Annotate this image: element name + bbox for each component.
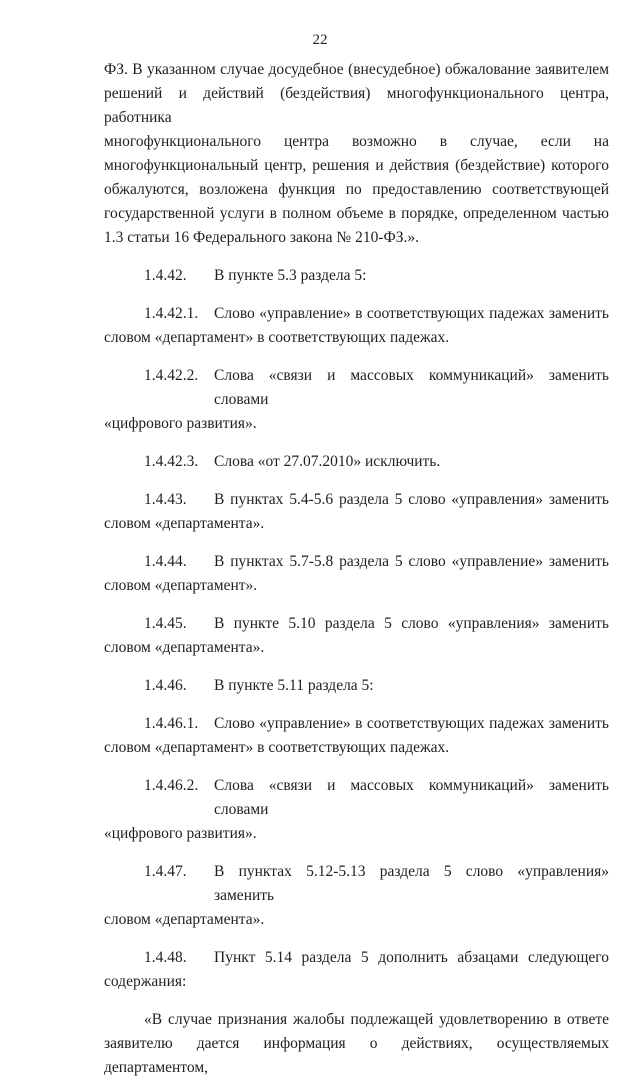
list-item — [104, 550, 609, 598]
list-item — [104, 302, 609, 350]
item-number: 1.4.47. — [144, 863, 187, 880]
item-number: 1.4.43. — [144, 491, 187, 508]
quoted-paragraph — [104, 1008, 609, 1080]
item-number: 1.4.42.3. — [144, 453, 199, 470]
item-continuation: словом «департамент». — [104, 577, 258, 594]
item-continuation: словом «департамент» в соответствующих падежах. — [104, 739, 450, 756]
item-number: 1.4.42.1. — [144, 305, 199, 322]
text-line: 1.3 статьи 16 Федерального закона № 210-ФЗ.». — [104, 229, 419, 246]
item-number: 1.4.44. — [144, 553, 187, 570]
item-text: Слово «управление» в соответствующих падежах заменить — [214, 305, 609, 322]
list-item — [104, 264, 609, 288]
list-item — [104, 364, 609, 436]
item-text: В пункте 5.10 раздела 5 слово «управления» заменить — [214, 615, 609, 632]
item-number: 1.4.42. — [144, 267, 187, 284]
text-line: заявителю дается информация о действиях, осуществляемых департаментом, — [104, 1035, 609, 1076]
item-text: Слова «связи и массовых коммуникаций» заменить словами — [214, 367, 609, 408]
list-item — [104, 712, 609, 760]
list-item — [104, 946, 609, 994]
item-continuation: словом «департамент» в соответствующих падежах. — [104, 329, 450, 346]
page-number: 22 — [312, 32, 328, 48]
item-number: 1.4.46.2. — [144, 777, 199, 794]
text-line: многофункционального центра возможно в случае, если на — [104, 133, 609, 150]
item-continuation: словом «департамента». — [104, 639, 265, 656]
item-number: 1.4.42.2. — [144, 367, 199, 384]
item-number: 1.4.46. — [144, 677, 187, 694]
text-line: решений и действий (бездействия) многофункционального центра, работника — [104, 85, 609, 126]
text-line: обжалуются, возложена функция по предоставлению соответствующей — [104, 181, 609, 198]
text-line: государственной услуги в полном объеме в порядке, определенном частью — [104, 205, 609, 222]
list-item — [104, 488, 609, 536]
intro-paragraph — [104, 58, 609, 250]
item-text: В пункте 5.3 раздела 5: — [214, 267, 367, 284]
text-line: многофункциональный центр, решения и действия (бездействие) которого — [104, 157, 609, 174]
item-text: В пункте 5.11 раздела 5: — [214, 677, 374, 694]
item-number: 1.4.46.1. — [144, 715, 199, 732]
item-text: Слово «управление» в соответствующих падежах заменить — [214, 715, 609, 732]
list-item — [104, 450, 609, 474]
item-continuation: «цифрового развития». — [104, 825, 257, 842]
list-item — [104, 774, 609, 846]
item-continuation: «цифрового развития». — [104, 415, 257, 432]
list-item — [104, 860, 609, 932]
text-line: ФЗ. В указанном случае досудебное (внесудебное) обжалование заявителем — [104, 61, 609, 78]
item-text: В пунктах 5.4-5.6 раздела 5 слово «управления» заменить — [214, 491, 609, 508]
item-text: Слова «от 27.07.2010» исключить. — [214, 453, 441, 470]
text-line: «В случае признания жалобы подлежащей удовлетворению в ответе — [144, 1011, 609, 1028]
item-text: В пунктах 5.7-5.8 раздела 5 слово «управление» заменить — [214, 553, 609, 570]
page-content — [104, 58, 609, 1080]
list-item — [104, 612, 609, 660]
item-continuation: словом «департамента». — [104, 911, 265, 928]
item-text: Пункт 5.14 раздела 5 дополнить абзацами следующего — [214, 949, 609, 966]
item-text: Слова «связи и массовых коммуникаций» заменить словами — [214, 777, 609, 818]
item-continuation: словом «департамента». — [104, 515, 265, 532]
item-text: В пунктах 5.12-5.13 раздела 5 слово «управления» заменить — [214, 863, 609, 904]
item-continuation: содержания: — [104, 973, 187, 990]
list-item — [104, 674, 609, 698]
item-number: 1.4.48. — [144, 949, 187, 966]
item-number: 1.4.45. — [144, 615, 187, 632]
